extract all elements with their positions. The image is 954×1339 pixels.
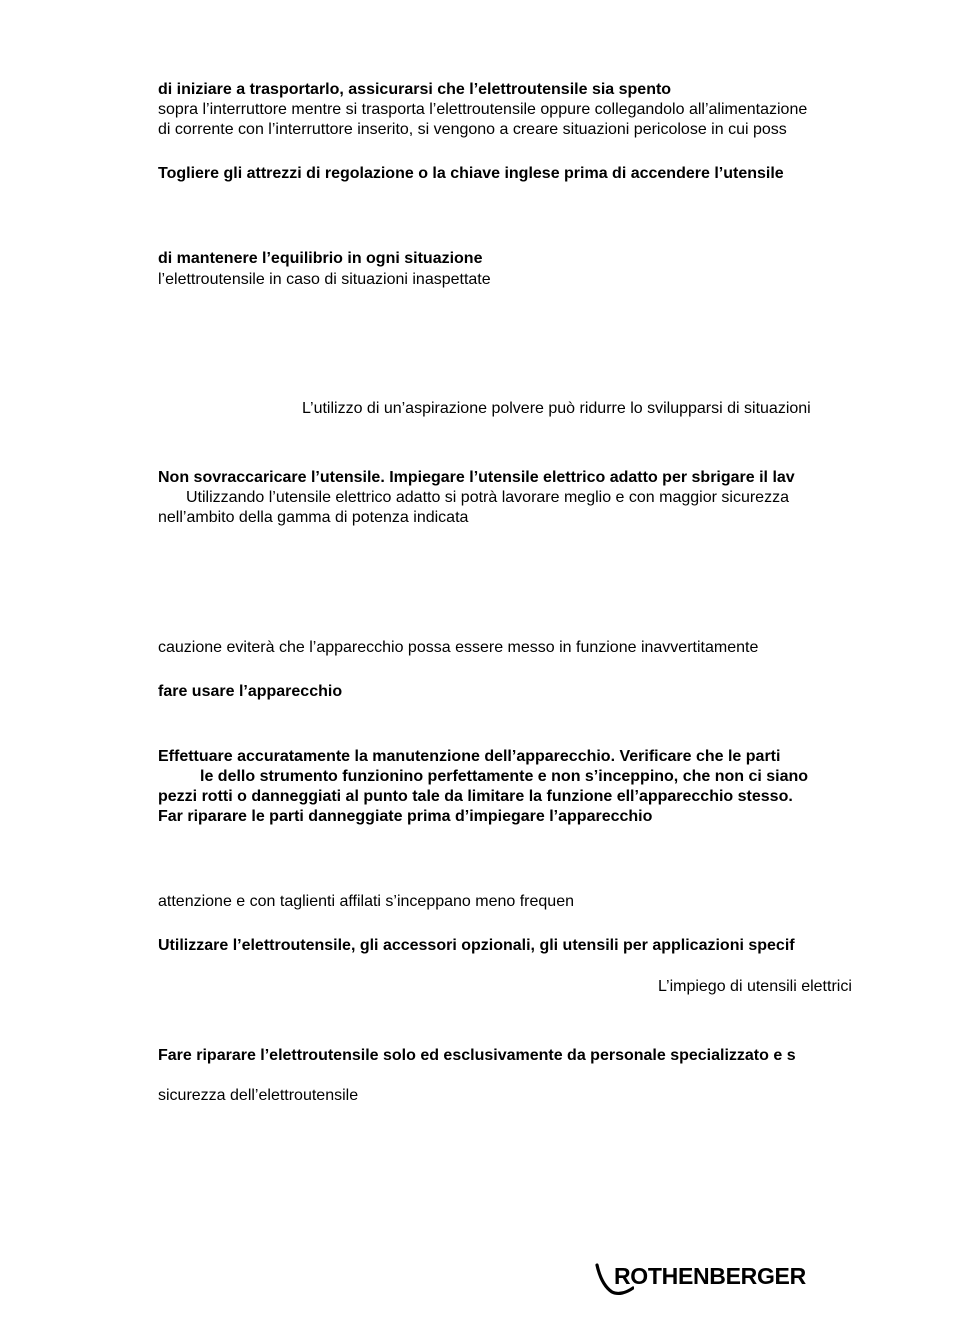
text-line: pezzi rotti o danneggiati al punto tale da limitare la funzione ell’apparecchio stesso.	[158, 788, 793, 805]
text-line: Far riparare le parti danneggiate prima d’impiegare l’apparecchio	[158, 808, 653, 825]
text-line: Non sovraccaricare l’utensile. Impiegare l’utensile elettrico adatto per sbrigare il lav	[158, 469, 795, 486]
text-line: Effettuare accuratamente la manutenzione dell’apparecchio. Verificare che le parti	[158, 748, 781, 765]
text-line: L’utilizzo di un’aspirazione polvere può ridurre lo svilupparsi di situazioni	[302, 400, 811, 417]
logo-wordmark: ROTHENBERGER	[614, 1263, 806, 1289]
text-line: attenzione e con taglienti affilati s’inceppano meno frequen	[158, 893, 574, 910]
text-line: fare usare l’apparecchio	[158, 683, 343, 700]
rothenberger-logo	[594, 1262, 826, 1296]
text-line: nell’ambito della gamma di potenza indicata	[158, 509, 469, 526]
text-line: cauzione eviterà che l’apparecchio possa essere messo in funzione inavvertitamente	[158, 639, 759, 656]
text-line: di iniziare a trasportarlo, assicurarsi che l’elettroutensile sia spento	[158, 81, 672, 98]
text-line: Utilizzando l’utensile elettrico adatto si potrà lavorare meglio e con maggior sicurezza	[186, 489, 789, 506]
text-line: di mantenere l’equilibrio in ogni situazione	[158, 250, 483, 267]
text-line: sopra l’interruttore mentre si trasporta l’elettroutensile oppure collegandolo all’alimentazione	[158, 101, 808, 118]
text-line: Fare riparare l’elettroutensile solo ed esclusivamente da personale specializzato e s	[158, 1047, 796, 1064]
text-line: Togliere gli attrezzi di regolazione o la chiave inglese prima di accendere l’utensile	[158, 165, 784, 182]
text-line: sicurezza dell’elettroutensile	[158, 1087, 359, 1104]
text-line: l’elettroutensile in caso di situazioni inaspettate	[158, 271, 491, 288]
text-line: Utilizzare l’elettroutensile, gli accessori opzionali, gli utensili per applicazioni specif	[158, 937, 795, 954]
text-line: L’impiego di utensili elettrici	[658, 978, 852, 995]
text-line: le dello strumento funzionino perfettamente e non s’inceppino, che non ci siano	[200, 768, 809, 785]
text-line: di corrente con l’interruttore inserito, si vengono a creare situazioni pericolose in cui poss	[158, 121, 787, 138]
